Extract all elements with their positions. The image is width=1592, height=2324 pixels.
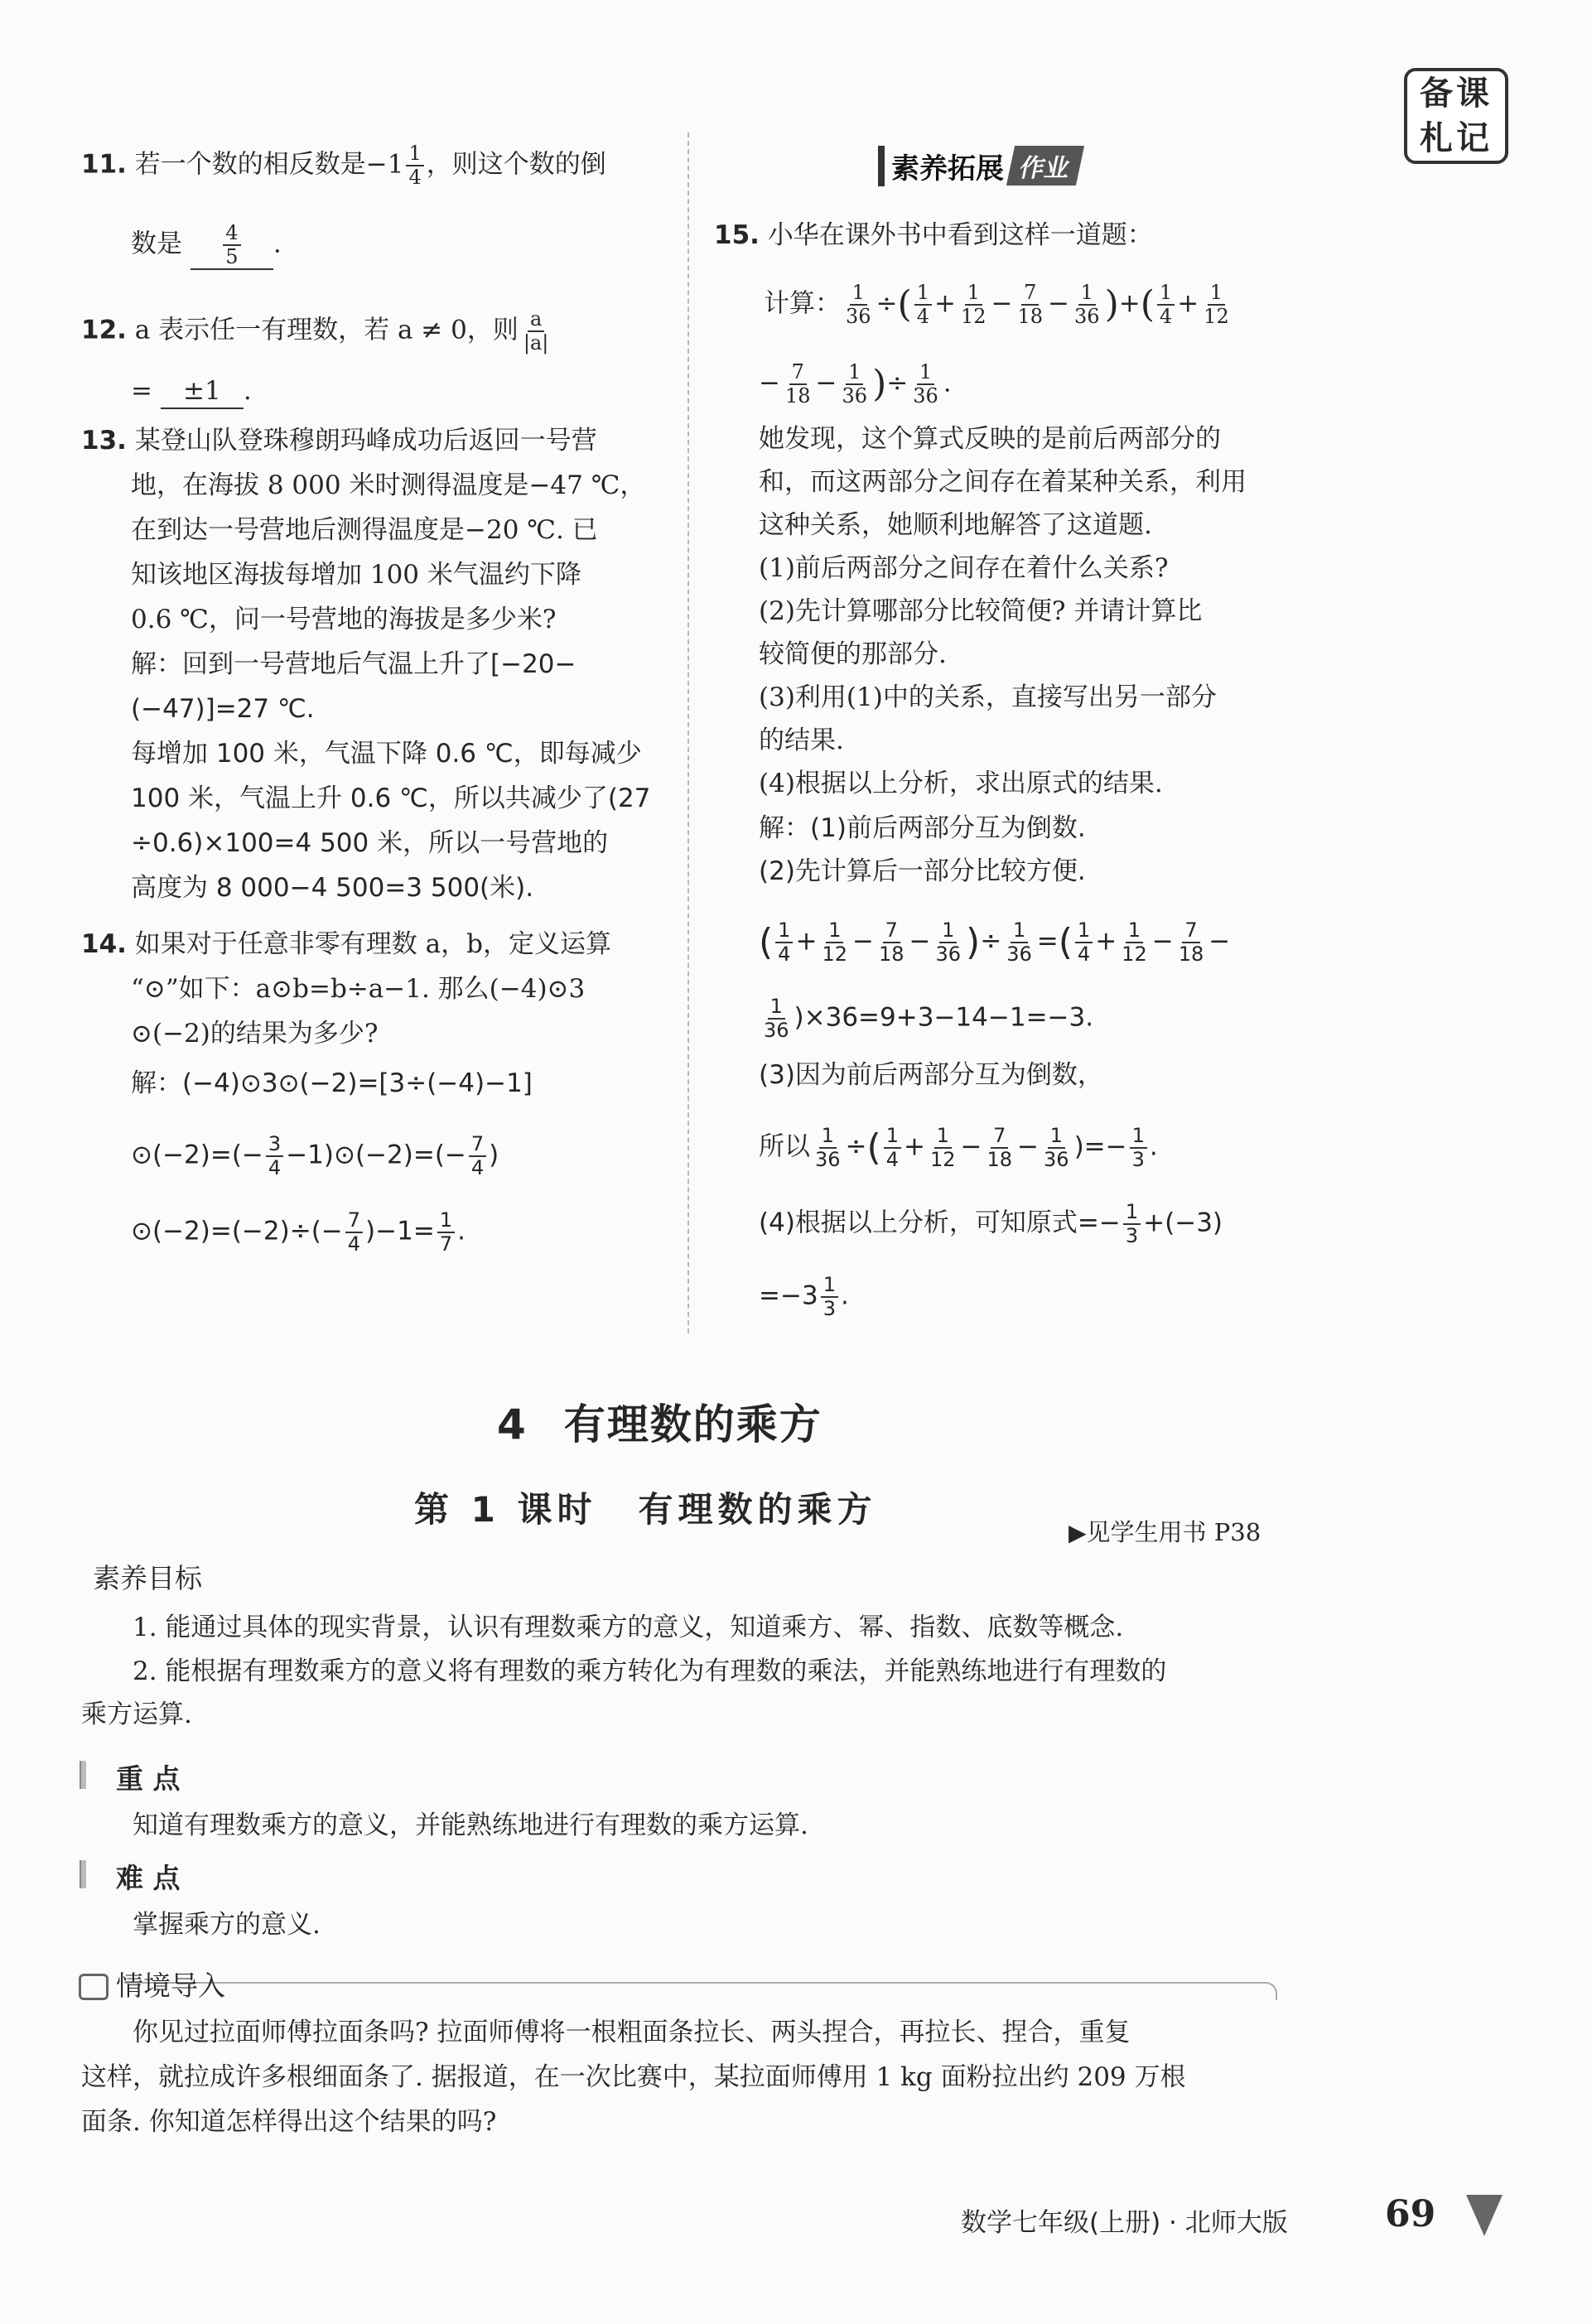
question-text: 较简便的那部分. [759,639,947,669]
solution-text: 高度为 8 000−4 500=3 500(米). [131,873,534,903]
question-text: a 表示任一有理数，若 a ≠ 0，则 [134,315,519,345]
question-text: 在到达一号营地后测得温度是−20 ℃. 已 [131,515,598,545]
chapter-heading [497,1391,823,1451]
question-number: 15. [714,220,760,250]
intro-text: 你见过拉面师傅拉面条吗? 拉面师傅将一根粗面条拉长、两头捏合，再拉长、捏合，重复 [133,2018,1131,2047]
question-text: (4)根据以上分析，求出原式的结果. [759,769,1163,798]
chapter-number: 4 [497,1401,528,1449]
question-text: 和，而这两部分之间存在着某种关系，利用 [759,467,1247,497]
goal-item: 1. 能通过具体的现实背景，认识有理数乘方的意义，知道乘方、幂、指数、底数等概念. [133,1613,1124,1642]
column-divider [687,133,689,1333]
solution-text: 每增加 100 米，气温下降 0.6 ℃，即每减少 [131,739,642,769]
note-badge [1404,68,1508,164]
question-text: 的结果. [759,726,844,755]
solution-expression: 所以 $\frac{1}{36}$ ÷( $\frac{1}{4}$ + $\frac{1}{12}$ − $\frac{7}{18}$ − $\frac{1}{36}$ )=− $\frac{1}{3}$ . [759,1124,1158,1171]
question-text: (1)前后两部分之间存在着什么关系? [759,553,1169,583]
section-bar [80,1860,86,1888]
calc-expression: − $\frac{7}{18}$ − $\frac{1}{36}$ )÷ $\frac{1}{36}$ . [759,360,952,407]
solution-text: (2)先计算后一部分比较方便. [759,856,1086,886]
solution-text: ÷0.6)×100=4 500 米，所以一号营地的 [131,828,609,858]
goal-item: 2. 能根据有理数乘方的意义将有理数的乘方转化为有理数的乘法，并能熟练地进行有理数的 [133,1656,1167,1686]
badge-char: 课 [1456,74,1493,113]
answer-blank: ±1 [161,374,244,409]
lesson-title: 有理数的乘方 [638,1489,877,1530]
section-tag-sub: 作业 [1006,146,1084,186]
question-text: (2)先计算哪部分比较简便? 并请计算比 [759,596,1203,626]
question-text: 她发现，这个算式反映的是前后两部分的 [759,424,1221,454]
intro-text: 这样，就拉成许多根细面条了. 据报道，在一次比赛中，某拉面师傅用 1 kg 面粉拉出约 209 万根 [81,2062,1186,2092]
difficulty-text: 掌握乘方的意义. [133,1910,321,1940]
question-number: 13. [81,426,127,456]
badge-char: 记 [1456,118,1493,157]
fraction: $\frac{1}{4}$ [406,142,423,189]
question-text: 知该地区海拔每增加 100 米气温约下降 [131,560,581,590]
solution-expression: ( $\frac{1}{4}$ + $\frac{1}{12}$ − $\frac{7}{18}$ − $\frac{1}{36}$ )÷ $\frac{1}{36}$ =( $\frac{1}{4}$ + $\frac{1}{12}$ − $\frac{7}{18}$ − [759,919,1231,966]
question-number: 11. [81,149,127,180]
solution-expression: (4)根据以上分析，可知原式=− $\frac{1}{3}$ +(−3) [759,1200,1223,1247]
solution-expression: =−3 $\frac{1}{3}$ . [759,1273,849,1320]
play-arrow-icon: ▶ [1069,1519,1087,1546]
badge-char: 札 [1420,118,1456,157]
section-tag [878,147,1080,184]
solution-text: (3)因为前后两部分互为倒数， [759,1060,1103,1090]
key-point-text: 知道有理数乘方的意义，并能熟练地进行有理数的乘方运算. [133,1811,808,1840]
solution-text: 解：(1)前后两部分互为倒数. [759,813,1086,843]
section-bar [80,1761,86,1789]
badge-char: 备 [1420,74,1456,113]
intro-title: 情境导入 [116,1970,225,2002]
chat-icon [79,1974,109,2000]
difficulty-title: 难 点 [116,1862,181,1894]
lesson-label: 第 1 课时 [414,1489,597,1530]
fraction: $\frac{a}{|a|}$ [523,307,549,354]
question-number: 12. [81,315,127,345]
page-number: 69 [1385,2193,1436,2235]
section-tag-main: 素养拓展 [878,146,1004,186]
solution-text: 100 米，气温上升 0.6 ℃，所以共减少了(27 [131,784,651,813]
lesson-heading [414,1483,876,1532]
goal-item: 乘方运算. [81,1700,192,1729]
question-text: ⊙(−2)的结果为多少? [131,1019,379,1049]
calc-expression: 计算： $\frac{1}{36}$ ÷( $\frac{1}{4}$ + $\frac{1}{12}$ − $\frac{7}{18}$ − $\frac{1}{36}$ )+( $\frac{1}{4}$ + $\frac{1}{12}$ [764,281,1229,328]
answer-blank [191,222,273,270]
solution-text: 解：(−4)⊙3⊙(−2)=[3÷(−4)−1] [131,1068,533,1098]
chapter-title: 有理数的乘方 [563,1401,823,1449]
question-text: 地，在海拔 8 000 米时测得温度是−47 ℃， [131,470,646,500]
question-text: ，则这个数的倒 [426,149,606,180]
solution-text: 解：回到一号营地后气温上升了[−20− [131,649,576,679]
question-number: 14. [81,929,127,959]
question-text: (3)利用(1)中的关系，直接写出另一部分 [759,682,1217,712]
question-text: “⊙”如下：a⊙b=b÷a−1. 那么(−4)⊙3 [131,974,586,1004]
solution-expression: $\frac{1}{36}$ )×36=9+3−14−1=−3. [764,995,1094,1042]
solution-text: (−47)]=27 ℃. [131,694,315,724]
key-point-title: 重 点 [116,1762,181,1795]
solution-text: ⊙(−2)=(− $\frac{3}{4}$ −1)⊙(−2)=(− $\frac{7}{4}$ ) [131,1132,499,1179]
question-text: 这种关系，她顺利地解答了这道题. [759,510,1152,540]
book-title: 数学七年级(上册) · 北师大版 [961,2208,1288,2238]
answer-fraction: $\frac{4}{5}$ [223,222,240,268]
solution-text: ⊙(−2)=(−2)÷(− $\frac{7}{4}$ )−1= $\frac{1}{7}$ . [131,1208,466,1256]
question-text: 0.6 ℃，问一号营地的海拔是多少米? [131,605,557,634]
intro-text: 面条. 你知道怎样得出这个结果的吗? [81,2107,497,2137]
student-book-reference: ▶见学生用书 P38 [1069,1518,1262,1546]
page-arrow-icon [1466,2195,1503,2236]
question-text: 数是 [131,229,182,259]
goals-title: 素养目标 [93,1562,202,1594]
intro-divider [124,1982,1277,2000]
question-text: 若一个数的相反数是−1 [134,149,404,180]
